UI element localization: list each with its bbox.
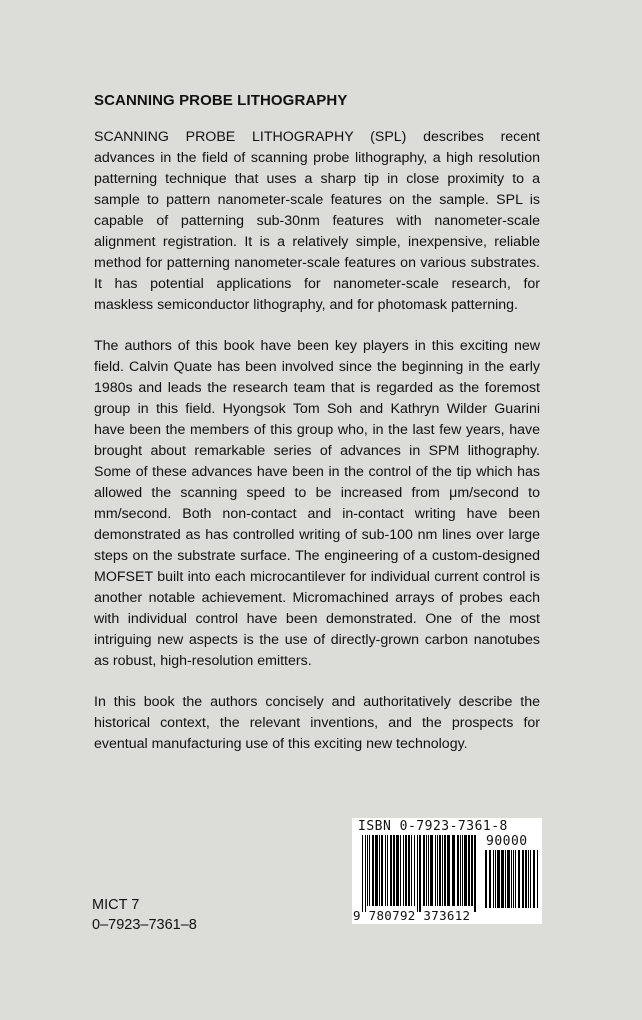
barcode-bar — [423, 835, 425, 906]
barcode-bar — [428, 835, 429, 906]
barcode-bar — [379, 835, 380, 906]
barcode-bar — [522, 850, 524, 908]
barcode-bar — [426, 835, 427, 906]
barcode-bar — [375, 835, 378, 906]
barcode-bar — [489, 850, 491, 908]
barcode-bar — [471, 835, 473, 906]
barcode-bar — [430, 835, 433, 906]
barcode-bar — [474, 835, 476, 912]
ean-bars — [362, 835, 476, 912]
barcode-bar — [493, 850, 494, 908]
barcode-bar — [447, 835, 450, 906]
description-paragraph-2: The authors of this book have been key players in this exciting new field. Calvin Quate has been involved since the beginning in the early 1980s and leads the research team that is regarded as the foremost group in this field. Hyongsok Tom Soh and Kathryn Wilder Guarini have been the members of this group who, in the last few years, have brought about remarkable series of advances in SPM lithography. Some of these advances have been in the control of the tip which has allowed the scanning speed to be increased from μm/second to mm/second. Both non-contact and in-contact writing have been demonstrated as has controlled writing of sub-100 nm lines over large steps on the substrate surface. The engineering of a custom-designed MOFSET built into each microcantilever for individual current control is another notable achievement. Micromachined arrays of probes each with individual control have been demonstrated. One of the most intriguing new aspects is the use of directly-grown carbon nanotubes as robust, high-resolution emitters. — [94, 338, 540, 669]
book-title: SCANNING PROBE LITHOGRAPHY — [94, 92, 348, 109]
barcode-bar — [403, 835, 404, 906]
barcode-bar — [515, 850, 516, 908]
isbn-number: 0–7923–7361–8 — [92, 917, 197, 933]
barcode-bar — [507, 850, 510, 908]
barcode-bar — [464, 835, 467, 906]
barcode-bar — [381, 835, 383, 906]
barcode-bar — [468, 835, 470, 906]
barcode-bar — [537, 850, 538, 908]
barcode-bar — [419, 835, 421, 912]
barcode-bar — [533, 850, 535, 908]
barcode — [352, 818, 542, 924]
barcode-bar — [462, 835, 463, 906]
barcode-bar — [400, 835, 401, 906]
barcode-bar — [417, 835, 418, 912]
barcode-bar — [367, 835, 368, 906]
barcode-bar — [452, 835, 455, 906]
barcode-bar — [460, 835, 461, 906]
barcode-bar — [365, 835, 366, 912]
barcode-bar — [518, 850, 520, 908]
barcode-bar — [405, 835, 407, 906]
barcode-bar — [393, 835, 395, 906]
barcode-bar — [457, 835, 459, 906]
book-description — [94, 127, 540, 775]
barcode-bar — [497, 850, 500, 908]
barcode-ean-digits: 9 780792 373612 — [353, 908, 471, 923]
barcode-bar — [390, 835, 392, 906]
barcode-bar — [387, 835, 388, 906]
barcode-bar — [385, 835, 386, 906]
barcode-bar — [372, 835, 374, 906]
barcode-bar — [362, 835, 363, 912]
barcode-isbn-label: ISBN 0-7923-7361-8 — [358, 819, 508, 834]
barcode-bar — [408, 835, 410, 906]
barcode-bar — [501, 850, 504, 908]
series-info — [92, 895, 197, 935]
barcode-bar — [444, 835, 446, 906]
barcode-addon-digits: 90000 — [486, 834, 528, 849]
barcode-bar — [530, 850, 531, 908]
barcode-bar — [411, 835, 412, 906]
barcode-bar — [414, 835, 415, 906]
barcode-bar — [442, 835, 443, 906]
barcode-bar — [439, 835, 441, 906]
description-paragraph-3: In this book the authors concisely and authoritatively describe the historical context, the relevant inventions, and the prospects for eventual manufacturing use of this exciting new technology. — [94, 694, 540, 752]
barcode-bar — [513, 850, 514, 908]
barcode-bar — [528, 850, 529, 908]
barcode-bar — [525, 850, 527, 908]
barcode-bar — [437, 835, 438, 906]
series-code: MICT 7 — [92, 897, 140, 913]
barcode-bar — [505, 850, 506, 908]
barcode-bar — [495, 850, 496, 908]
description-paragraph-1: SCANNING PROBE LITHOGRAPHY (SPL) describes recent advances in the field of scanning probe lithography, a high resolution patterning technique that uses a sharp tip in close proximity to a sample to pattern nanometer-scale features on the sample. SPL is capable of patterning sub-30nm features with nanometer-scale alignment registration. It is a relatively simple, inexpensive, reliable method for patterning nanometer-scale features on various substrates. It has potential applications for nanometer-scale research, for maskless semiconductor lithography, and for photomask patterning. — [94, 129, 540, 313]
barcode-bar — [396, 835, 399, 906]
barcode-bar — [435, 835, 436, 906]
barcode-bar — [485, 850, 487, 908]
barcode-bar — [511, 850, 512, 908]
addon-bars — [485, 850, 538, 908]
barcode-bar — [369, 835, 370, 906]
